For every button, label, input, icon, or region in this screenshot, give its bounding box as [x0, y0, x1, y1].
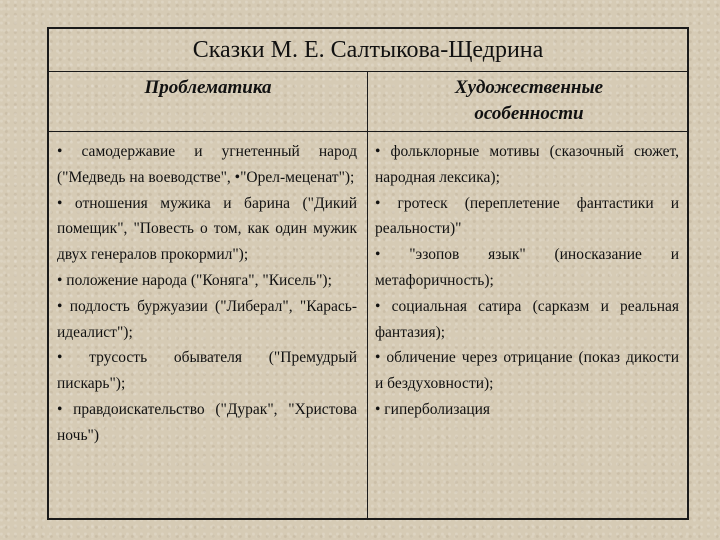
column-divider — [367, 71, 368, 520]
table-title: Сказки М. Е. Салтыкова-Щедрина — [49, 29, 687, 72]
left-header-text: Проблематика — [144, 77, 272, 98]
right-header-line1: Художественные — [454, 77, 604, 98]
list-item: • трусость обывателя ("Премудрый пискарь"); — [57, 349, 357, 393]
right-column-header — [369, 75, 689, 127]
list-item: • правдоискательство ("Дурак", "Христова ночь") — [57, 400, 357, 444]
right-header-line2: особенности — [474, 103, 584, 124]
list-item: • гиперболизация — [375, 400, 491, 418]
list-item: • подлость буржуазии ("Либерал", "Карась-идеалист"); — [57, 297, 357, 341]
list-item: • социальная сатира (сарказм и реальная фантазия); — [375, 297, 679, 341]
list-item: • "эзопов язык" (иносказание и метафоричность); — [375, 246, 679, 289]
table-frame — [47, 27, 689, 520]
header-divider — [49, 131, 687, 132]
list-item: • обличение через отрицание (показ дикости и бездуховности); — [375, 349, 679, 393]
list-item: • положение народа ("Коняга", "Кисель"); — [57, 271, 332, 289]
list-item: • фольклорные мотивы (сказочный сюжет, народная лексика); — [375, 143, 679, 186]
list-item: • гротеск (переплетение фантастики и реальности)" — [375, 194, 679, 238]
left-column-content — [57, 139, 357, 449]
list-item: • самодержавие и угнетенный народ ("Медведь на воеводстве", •"Орел-меценат"); — [57, 143, 357, 186]
right-column-content — [375, 139, 679, 423]
left-column-header — [49, 75, 367, 101]
list-item: • отношения мужика и барина ("Дикий помещик", "Повесть о том, как один мужик двух генералов прокормил"); — [57, 194, 357, 264]
